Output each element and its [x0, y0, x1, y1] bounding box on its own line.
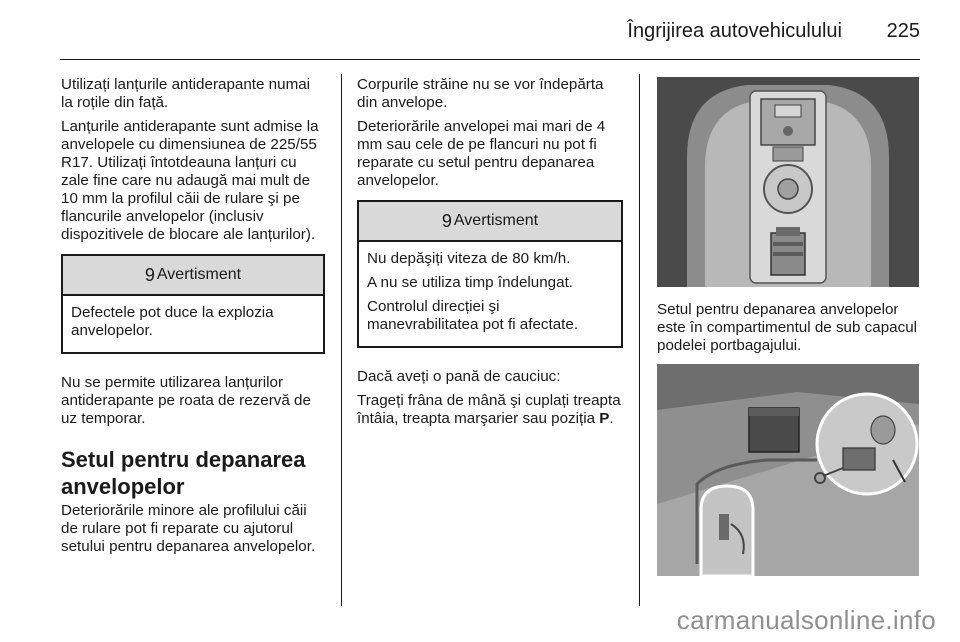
warning-body — [63, 296, 323, 352]
warning-body — [359, 242, 621, 346]
boot-floor-illustration — [657, 77, 919, 287]
column-left — [61, 76, 325, 562]
gear-position-p: P — [599, 410, 610, 427]
warning-box-speed — [357, 200, 623, 348]
handbrake-text: Trageți frâna de mână şi cuplați treapta întâia, treapta marşarier sau poziția — [357, 392, 621, 427]
header-rule — [60, 59, 920, 60]
boot-location-illustration — [657, 364, 919, 576]
warning-icon: 9 — [144, 265, 155, 285]
warning-header — [359, 202, 621, 242]
warning-text: Defectele pot duce la explozia anvelopelor. — [71, 304, 274, 339]
figure-boot-floor-kit — [657, 77, 919, 287]
paragraph-repair-kit: Deteriorările minore ale profilului căii de rulare pot fi reparate cu ajutorul setului pentru depanarea anvelopelor. — [61, 502, 316, 555]
warning-line-duration: A nu se utiliza timp îndelungat. — [367, 274, 574, 291]
paragraph-handbrake — [357, 392, 623, 428]
column-middle — [357, 76, 623, 434]
header-title: Îngrijirea autovehiculului — [627, 20, 842, 42]
warning-line-speed: Nu depăşiți viteza de 80 km/h. — [367, 250, 571, 267]
column-divider-left — [341, 74, 342, 606]
warning-box-explosion — [61, 254, 325, 354]
figure-caption: Setul pentru depanarea anvelopelor este în compartimentul de sub capacul podelei portbagajului. — [657, 301, 918, 354]
handbrake-text-end: . — [609, 410, 614, 427]
warning-icon: 9 — [441, 211, 452, 231]
warning-title: Avertisment — [156, 266, 242, 283]
page-header — [60, 14, 920, 60]
warning-title: Avertisment — [453, 212, 539, 229]
warning-header — [63, 256, 323, 296]
paragraph-front-wheels: Utilizați lanțurile antiderapante numai la roțile din față. — [61, 76, 311, 111]
section-heading: Setul pentru depanarea anvelopelor — [61, 447, 306, 499]
paragraph-flat-tyre: Dacă aveți o pană de cauciuc: — [357, 368, 561, 385]
page-number: 225 — [886, 20, 920, 42]
warning-line-handling: Controlul direcției şi manevrabilitatea pot fi afectate. — [367, 298, 579, 333]
paragraph-spare-wheel: Nu se permite utilizarea lanțurilor antiderapante pe roata de rezervă de uz temporar. — [61, 374, 311, 427]
figure-boot-kit-location — [657, 364, 919, 576]
paragraph-damage-limit: Deteriorările anvelopei mai mari de 4 mm sau cele de pe flancuri nu pot fi reparate cu setul pentru depanarea anvelopelor. — [357, 118, 606, 189]
column-divider-right — [639, 74, 640, 606]
watermark-text: carmanualsonline.info — [676, 605, 936, 635]
paragraph-chain-size: Lanțurile antiderapante sunt admise la anvelopele cu dimensiunea de 225/55 R17. Utilizați întotdeauna lanțuri cu zale fine care nu adaugă mai mult de 10 mm la profilul căii de rulare şi pe flancurile anvelopelor (inclusiv dispozitivele de blocare ale lanțurilor). — [61, 118, 319, 243]
paragraph-foreign-bodies: Corpurile străine nu se vor îndepărta din anvelope. — [357, 76, 604, 111]
